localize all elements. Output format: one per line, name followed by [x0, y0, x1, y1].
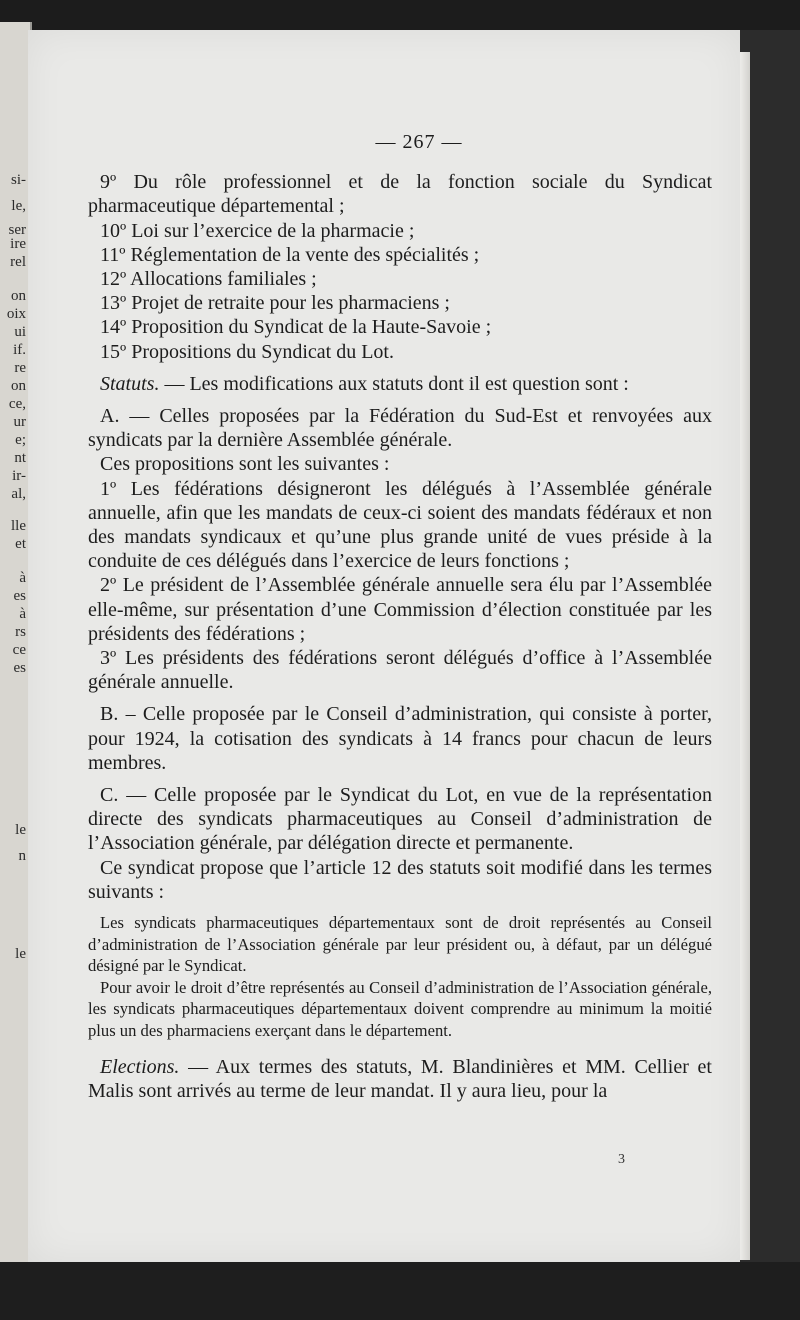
margin-fragment: rel — [10, 254, 26, 270]
margin-fragment: on — [11, 288, 26, 304]
margin-fragment: al, — [11, 486, 26, 502]
elections-paragraph — [88, 1055, 712, 1103]
margin-fragment: ce — [12, 642, 26, 658]
margin-fragment: ser — [8, 222, 26, 238]
margin-fragment: ir- — [12, 468, 26, 484]
agenda-item: 14º Proposition du Syndicat de la Haute-Savoie ; — [100, 316, 492, 339]
proposed-article-quote — [88, 912, 712, 1041]
statuts-paragraph — [88, 372, 712, 396]
agenda-item: 11º Réglementation de la vente des spécialités ; — [100, 243, 480, 266]
scanner-background-top — [0, 0, 800, 30]
margin-fragment: ui — [14, 324, 26, 340]
statuts-c: C. — Celle proposée par le Syndicat du Lot, en vue de la représentation directe des syndicats pharmaceutiques au Conseil d’administration de l’Association générale, par délégation directe et permanente. — [88, 784, 712, 855]
book-page — [28, 30, 740, 1262]
agenda-item: 9º Du rôle professionnel et de la fonction sociale du Syndicat pharmaceutique départemental ; — [88, 171, 712, 218]
margin-fragment: es — [13, 588, 26, 604]
statuts-a-1: 1º Les fédérations désigneront les délégués à l’Assemblée générale annuelle, afin que les mandats de ceux-ci soient des mandats fédéraux et non des mandats syndicaux et qu’une plus grande unité de vues préside à la conduite de ces délégués dans l’exercice de leurs fonctions ; — [88, 477, 712, 573]
agenda-item: 10º Loi sur l’exercice de la pharmacie ; — [100, 219, 415, 242]
statuts-a: A. — Celles proposées par la Fédération du Sud-Est et renvoyées aux syndicats par la dernière Assemblée générale. — [88, 405, 712, 452]
quote-paragraph: Les syndicats pharmaceutiques départementaux sont de droit représentés au Conseil d’administration de l’Association générale par leur président ou, à défaut, par un délégué désigné par le Syndicat. — [88, 913, 712, 976]
statuts-c-intro: Ce syndicat propose que l’article 12 des statuts soit modifié dans les termes suivants : — [88, 856, 712, 903]
page-content — [88, 130, 712, 1104]
agenda-item: 12º Allocations familiales ; — [100, 268, 317, 291]
margin-fragment: le — [15, 822, 26, 838]
statuts-a-intro: Ces propositions sont les suivantes : — [100, 453, 390, 476]
signature-mark: 3 — [618, 1152, 625, 1167]
margin-fragment: es — [13, 660, 26, 676]
margin-fragment: rs — [15, 624, 26, 640]
margin-fragment: oix — [6, 306, 26, 322]
margin-fragment: à — [19, 570, 26, 586]
elections-text: — Aux termes des statuts, M. Blandinières et MM. Cellier et Malis sont arrivés au terme de leur mandat. Il y aura lieu, pour la — [88, 1056, 712, 1103]
scanner-background-bottom — [0, 1262, 800, 1320]
margin-fragment: if. — [13, 342, 26, 358]
statuts-a-3: 3º Les présidents des fédérations seront délégués d’office à l’Assemblée générale annuelle. — [88, 647, 712, 694]
statuts-a-2: 2º Le président de l’Assemblée générale annuelle sera élu par l’Assemblée elle-même, sur présentation d’une Commission d’élection constituée par les présidents des fédérations ; — [88, 574, 712, 645]
quote-paragraph: Pour avoir le droit d’être représentés au Conseil d’administration de l’Association générale, les syndicats pharmaceutiques départementaux doivent comprendre au minimum la moitié plus un des pharmaciens exerçant dans le département. — [88, 977, 712, 1040]
margin-fragment: et — [15, 536, 26, 552]
statuts-intro: — Les modifications aux statuts dont il est question sont : — [159, 372, 629, 395]
margin-fragment: nt — [14, 450, 26, 466]
agenda-item: 15º Propositions du Syndicat du Lot. — [100, 340, 394, 363]
margin-fragment: ur — [13, 414, 26, 430]
margin-fragment: le — [15, 946, 26, 962]
margin-fragment: lle — [11, 518, 26, 534]
margin-fragment: on — [11, 378, 26, 394]
elections-heading: Elections. — [100, 1056, 180, 1079]
margin-fragment: à — [19, 606, 26, 622]
statuts-heading: Statuts. — [100, 372, 160, 395]
statuts-b: B. – Celle proposée par le Conseil d’administration, qui consiste à porter, pour 1924, la cotisation des syndicats à 14 francs pour chacun de leurs membres. — [88, 703, 712, 774]
margin-fragment: ire — [10, 236, 26, 252]
margin-fragment: n — [18, 848, 26, 864]
margin-fragment: e; — [15, 432, 26, 448]
agenda-item: 13º Projet de retraite pour les pharmaciens ; — [100, 292, 450, 315]
margin-fragment: ce, — [8, 396, 26, 412]
margin-fragment: le, — [11, 198, 26, 214]
margin-fragment: si- — [11, 172, 26, 188]
margin-fragment: re — [14, 360, 26, 376]
page-number: — 267 — — [375, 131, 463, 153]
